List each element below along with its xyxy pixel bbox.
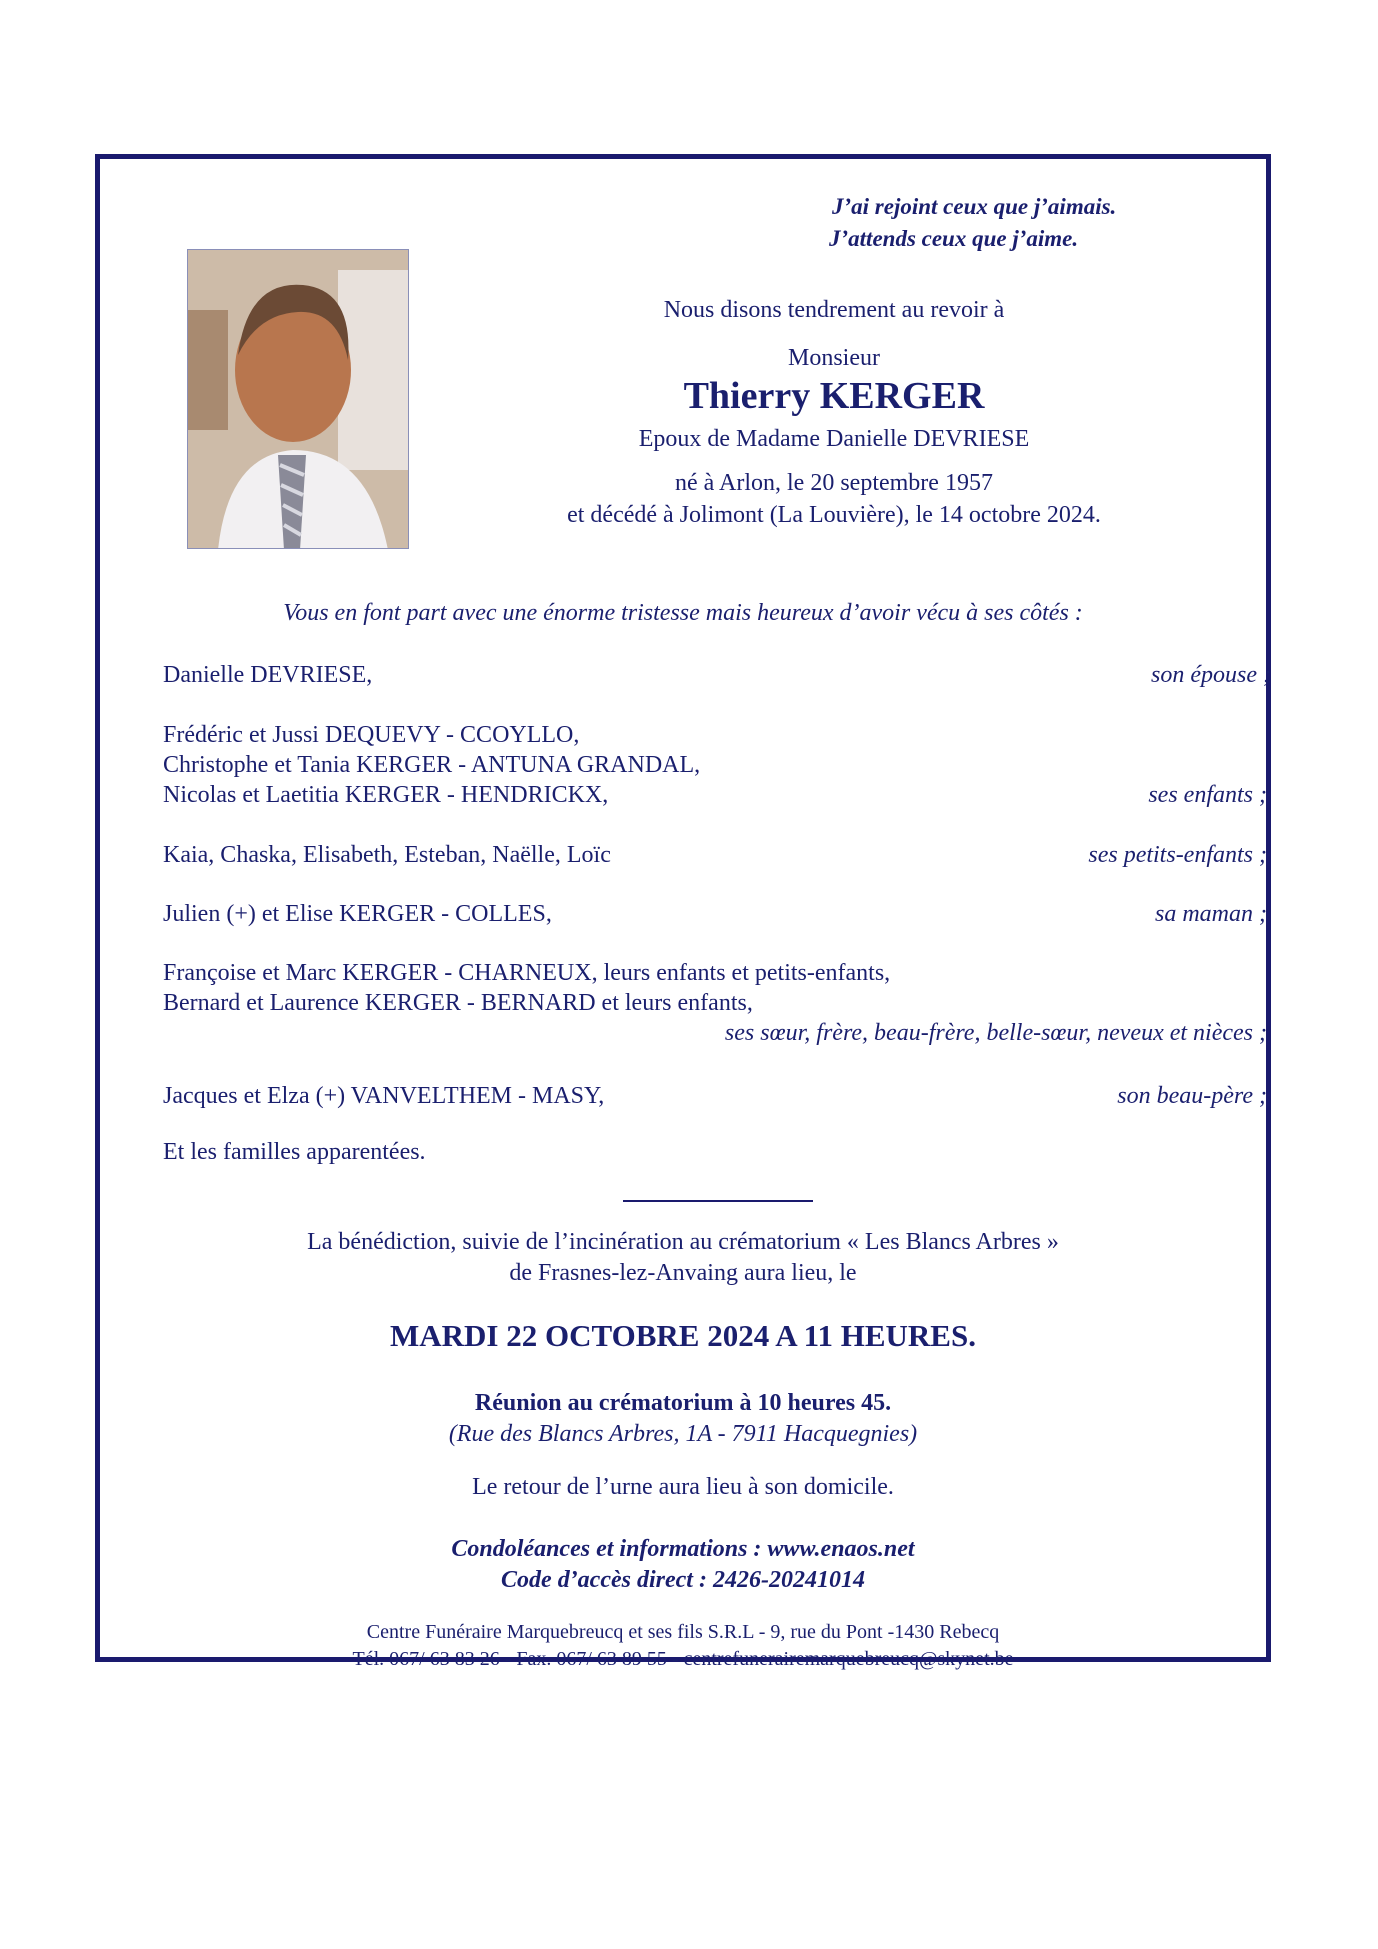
separator-rule: [623, 1200, 813, 1202]
family-line: Danielle DEVRIESE,: [163, 662, 373, 688]
family-relation: son épouse ;: [1151, 662, 1271, 688]
family-line: Kaia, Chaska, Elisabeth, Esteban, Naëlle, Loïc: [163, 842, 611, 868]
family-entry: [163, 899, 1267, 929]
family-line: Françoise et Marc KERGER - CHARNEUX, leurs enfants et petits-enfants,: [163, 960, 891, 986]
family-relation: sa maman ;: [1155, 901, 1267, 927]
families-line: Et les familles apparentées.: [163, 1139, 426, 1165]
ceremony-line-1: La bénédiction, suivie de l’incinération au crématorium « Les Blancs Arbres »: [307, 1229, 1059, 1255]
family-relation: ses petits-enfants ;: [1088, 842, 1267, 868]
family-relation: ses sœur, frère, beau-frère, belle-sœur, neveux et nièces ;: [724, 1020, 1267, 1046]
portrait-illustration: [188, 250, 409, 549]
quote-line-1: J’ai rejoint ceux que j’aimais.: [832, 194, 1117, 219]
ceremony-date: MARDI 22 OCTOBRE 2024 A 11 HEURES.: [390, 1318, 976, 1353]
family-line: Bernard et Laurence KERGER - BERNARD et leurs enfants,: [163, 990, 753, 1016]
family-line: Christophe et Tania KERGER - ANTUNA GRANDAL,: [163, 752, 701, 778]
family-entry: [163, 958, 1267, 1046]
family-line: Jacques et Elza (+) VANVELTHEM - MASY,: [163, 1083, 605, 1109]
family-entry: [163, 840, 1267, 870]
condolences-line: Condoléances et informations : www.enaos.net: [451, 1536, 915, 1562]
death-line: et décédé à Jolimont (La Louvière), le 14 octobre 2024.: [567, 502, 1101, 528]
family-line: Nicolas et Laetitia KERGER - HENDRICKX,: [163, 782, 609, 808]
family-line: Julien (+) et Elise KERGER - COLLES,: [163, 901, 552, 927]
announce-line: Vous en font part avec une énorme tristesse mais heureux d’avoir vécu à ses côtés :: [283, 600, 1083, 626]
portrait-photo: [187, 249, 409, 549]
footer-line-1: Centre Funéraire Marquebreucq et ses fils S.R.L - 9, rue du Pont -1430 Rebecq: [366, 1621, 1000, 1643]
ceremony-line-2: de Frasnes-lez-Anvaing aura lieu, le: [509, 1260, 857, 1286]
urn-line: Le retour de l’urne aura lieu à son domicile.: [472, 1474, 894, 1500]
deceased-name: Thierry KERGER: [683, 375, 985, 417]
address-line: (Rue des Blancs Arbres, 1A - 7911 Hacquegnies): [448, 1421, 918, 1447]
family-relation: ses enfants ;: [1148, 782, 1267, 808]
birth-line: né à Arlon, le 20 septembre 1957: [675, 470, 993, 496]
footer-line-2: Tél. 067/ 63 83 26 - Fax. 067/ 63 89 55 - centrefunerairemarquebreucq@skynet.be: [352, 1648, 1014, 1670]
spouse-line: Epoux de Madame Danielle DEVRIESE: [638, 426, 1030, 452]
access-code-line: Code d’accès direct : 2426-20241014: [501, 1567, 865, 1593]
family-relation: son beau-père ;: [1117, 1083, 1267, 1109]
intro-line: Nous disons tendrement au revoir à: [663, 297, 1005, 323]
family-entry: [163, 720, 1267, 810]
honorific: Monsieur: [788, 345, 880, 371]
quote-line-2: J’attends ceux que j’aime.: [829, 226, 1079, 251]
family-line: Frédéric et Jussi DEQUEVY - CCOYLLO,: [163, 722, 580, 748]
family-entry: [163, 1081, 1267, 1111]
family-entry: [163, 660, 1271, 690]
meeting-line: Réunion au crématorium à 10 heures 45.: [474, 1390, 892, 1416]
